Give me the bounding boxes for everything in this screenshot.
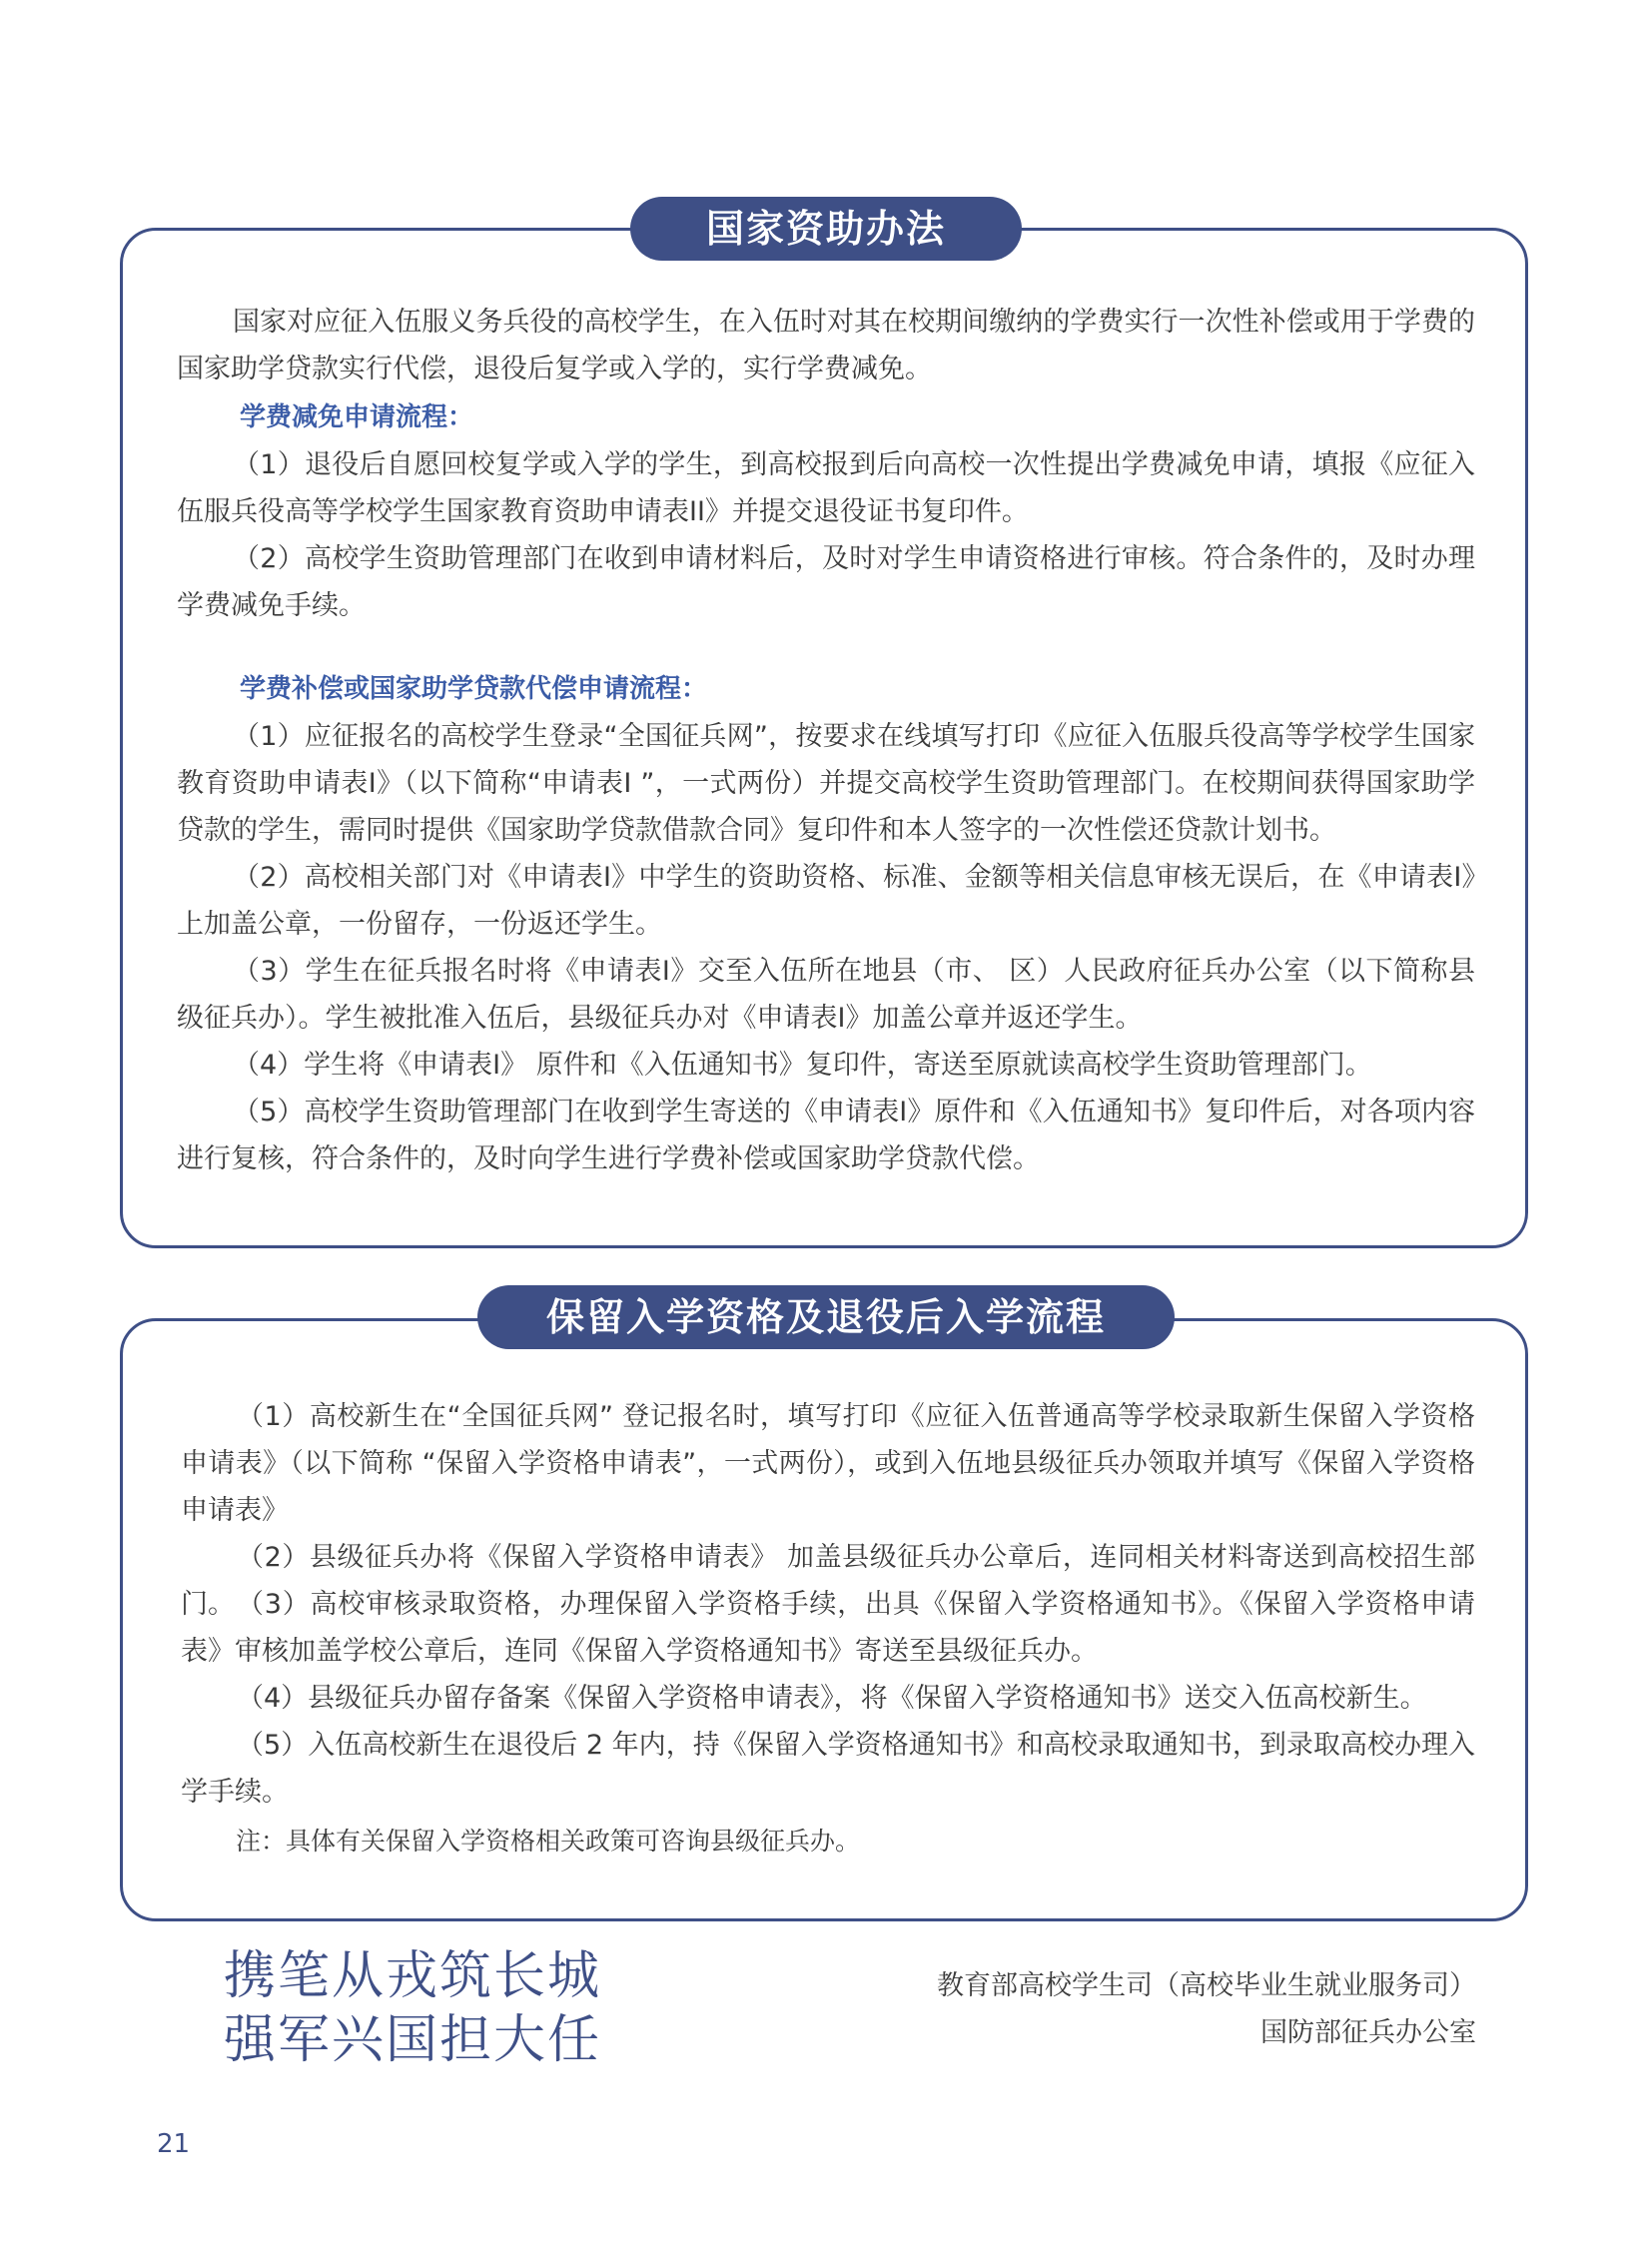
enrollment-step-5: （5）入伍高校新生在退役后 2 年内，持《保留入学资格通知书》和高校录取通知书，到录取高校办理入学手续。 (181, 1730, 1475, 1808)
slogan-line-1: 携笔从戎筑长城 (224, 1946, 602, 2006)
enrollment-step-2: （2）县级征兵办将《保留入学资格申请表》 加盖县级征兵办公章后，连同相关材料寄送到高校招生部门。 (181, 1542, 1475, 1620)
funding-intro: 国家对应征入伍服义务兵役的高校学生，在入伍时对其在校期间缴纳的学费实行一次性补偿或用于学费的国家助学贷款实行代偿，退役后复学或入学的，实行学费减免。 (177, 307, 1475, 384)
section-title-funding: 国家资助办法 (630, 197, 1022, 261)
slogan-line-2: 强军兴国担大任 (224, 2010, 602, 2070)
compensation-step-4: （4）学生将《申请表I》 原件和《入伍通知书》复印件，寄送至原就读高校学生资助管理部门。 (233, 1050, 1372, 1081)
compensation-step-1: （1）应征报名的高校学生登录“全国征兵网”，按要求在线填写打印《应征入伍服兵役高等学校学生国家教育资助申请表I》（以下简称“申请表I ”，一式两份）并提交高校学生资助管理部门。在校期间获得国家助学贷款的学生，需同时提供《国家助学贷款借款合同》复印件和本人签字的一次性偿还贷款计划书。 (177, 721, 1475, 846)
compensation-step-3: （3）学生在征兵报名时将《申请表I》交至入伍所在地县（市、 区）人民政府征兵办公室（以下简称县级征兵办）。学生被批准入伍后，县级征兵办对《申请表I》加盖公章并返还学生。 (177, 956, 1475, 1034)
org-line-2: 国防部征兵办公室 (1260, 2017, 1476, 2048)
page-number: 21 (157, 2129, 191, 2159)
enrollment-step-4: （4）县级征兵办留存备案《保留入学资格申请表》，将《保留入学资格通知书》送交入伍高校新生。 (237, 1683, 1427, 1714)
org-line-1: 教育部高校学生司（高校毕业生就业服务司） (937, 1970, 1476, 2001)
reduction-step-1: （1）退役后自愿回校复学或入学的学生，到高校报到后向高校一次性提出学费减免申请，填报《应征入伍服兵役高等学校学生国家教育资助申请表II》并提交退役证书复印件。 (177, 449, 1475, 527)
enrollment-step-3: （3）高校审核录取资格，办理保留入学资格手续，出具《保留入学资格通知书》。《保留入学资格申请表》审核加盖学校公章后，连同《保留入学资格通知书》寄送至县级征兵办。 (181, 1589, 1475, 1667)
compensation-step-2: （2）高校相关部门对《申请表I》中学生的资助资格、标准、金额等相关信息审核无误后，在《申请表I》上加盖公章，一份留存，一份返还学生。 (177, 862, 1475, 940)
subheading-reduction: 学费减免申请流程： (240, 402, 474, 432)
reduction-step-2: （2）高校学生资助管理部门在收到申请材料后，及时对学生申请资格进行审核。符合条件的，及时办理学费减免手续。 (177, 543, 1475, 621)
enrollment-note: 注：具体有关保留入学资格相关政策可咨询县级征兵办。 (236, 1827, 861, 1856)
subheading-compensation: 学费补偿或国家助学贷款代偿申请流程： (240, 674, 708, 704)
compensation-step-5: （5）高校学生资助管理部门在收到学生寄送的《申请表I》原件和《入伍通知书》复印件后，对各项内容进行复核，符合条件的，及时向学生进行学费补偿或国家助学贷款代偿。 (177, 1097, 1475, 1174)
section-title-enrollment: 保留入学资格及退役后入学流程 (477, 1285, 1175, 1349)
enrollment-step-1: （1）高校新生在“全国征兵网” 登记报名时，填写打印《应征入伍普通高等学校录取新生保留入学资格申请表》（以下简称 “保留入学资格申请表”，一式两份），或到入伍地县级征兵办领取并填写《保留入学资格申请表》 (181, 1401, 1475, 1526)
